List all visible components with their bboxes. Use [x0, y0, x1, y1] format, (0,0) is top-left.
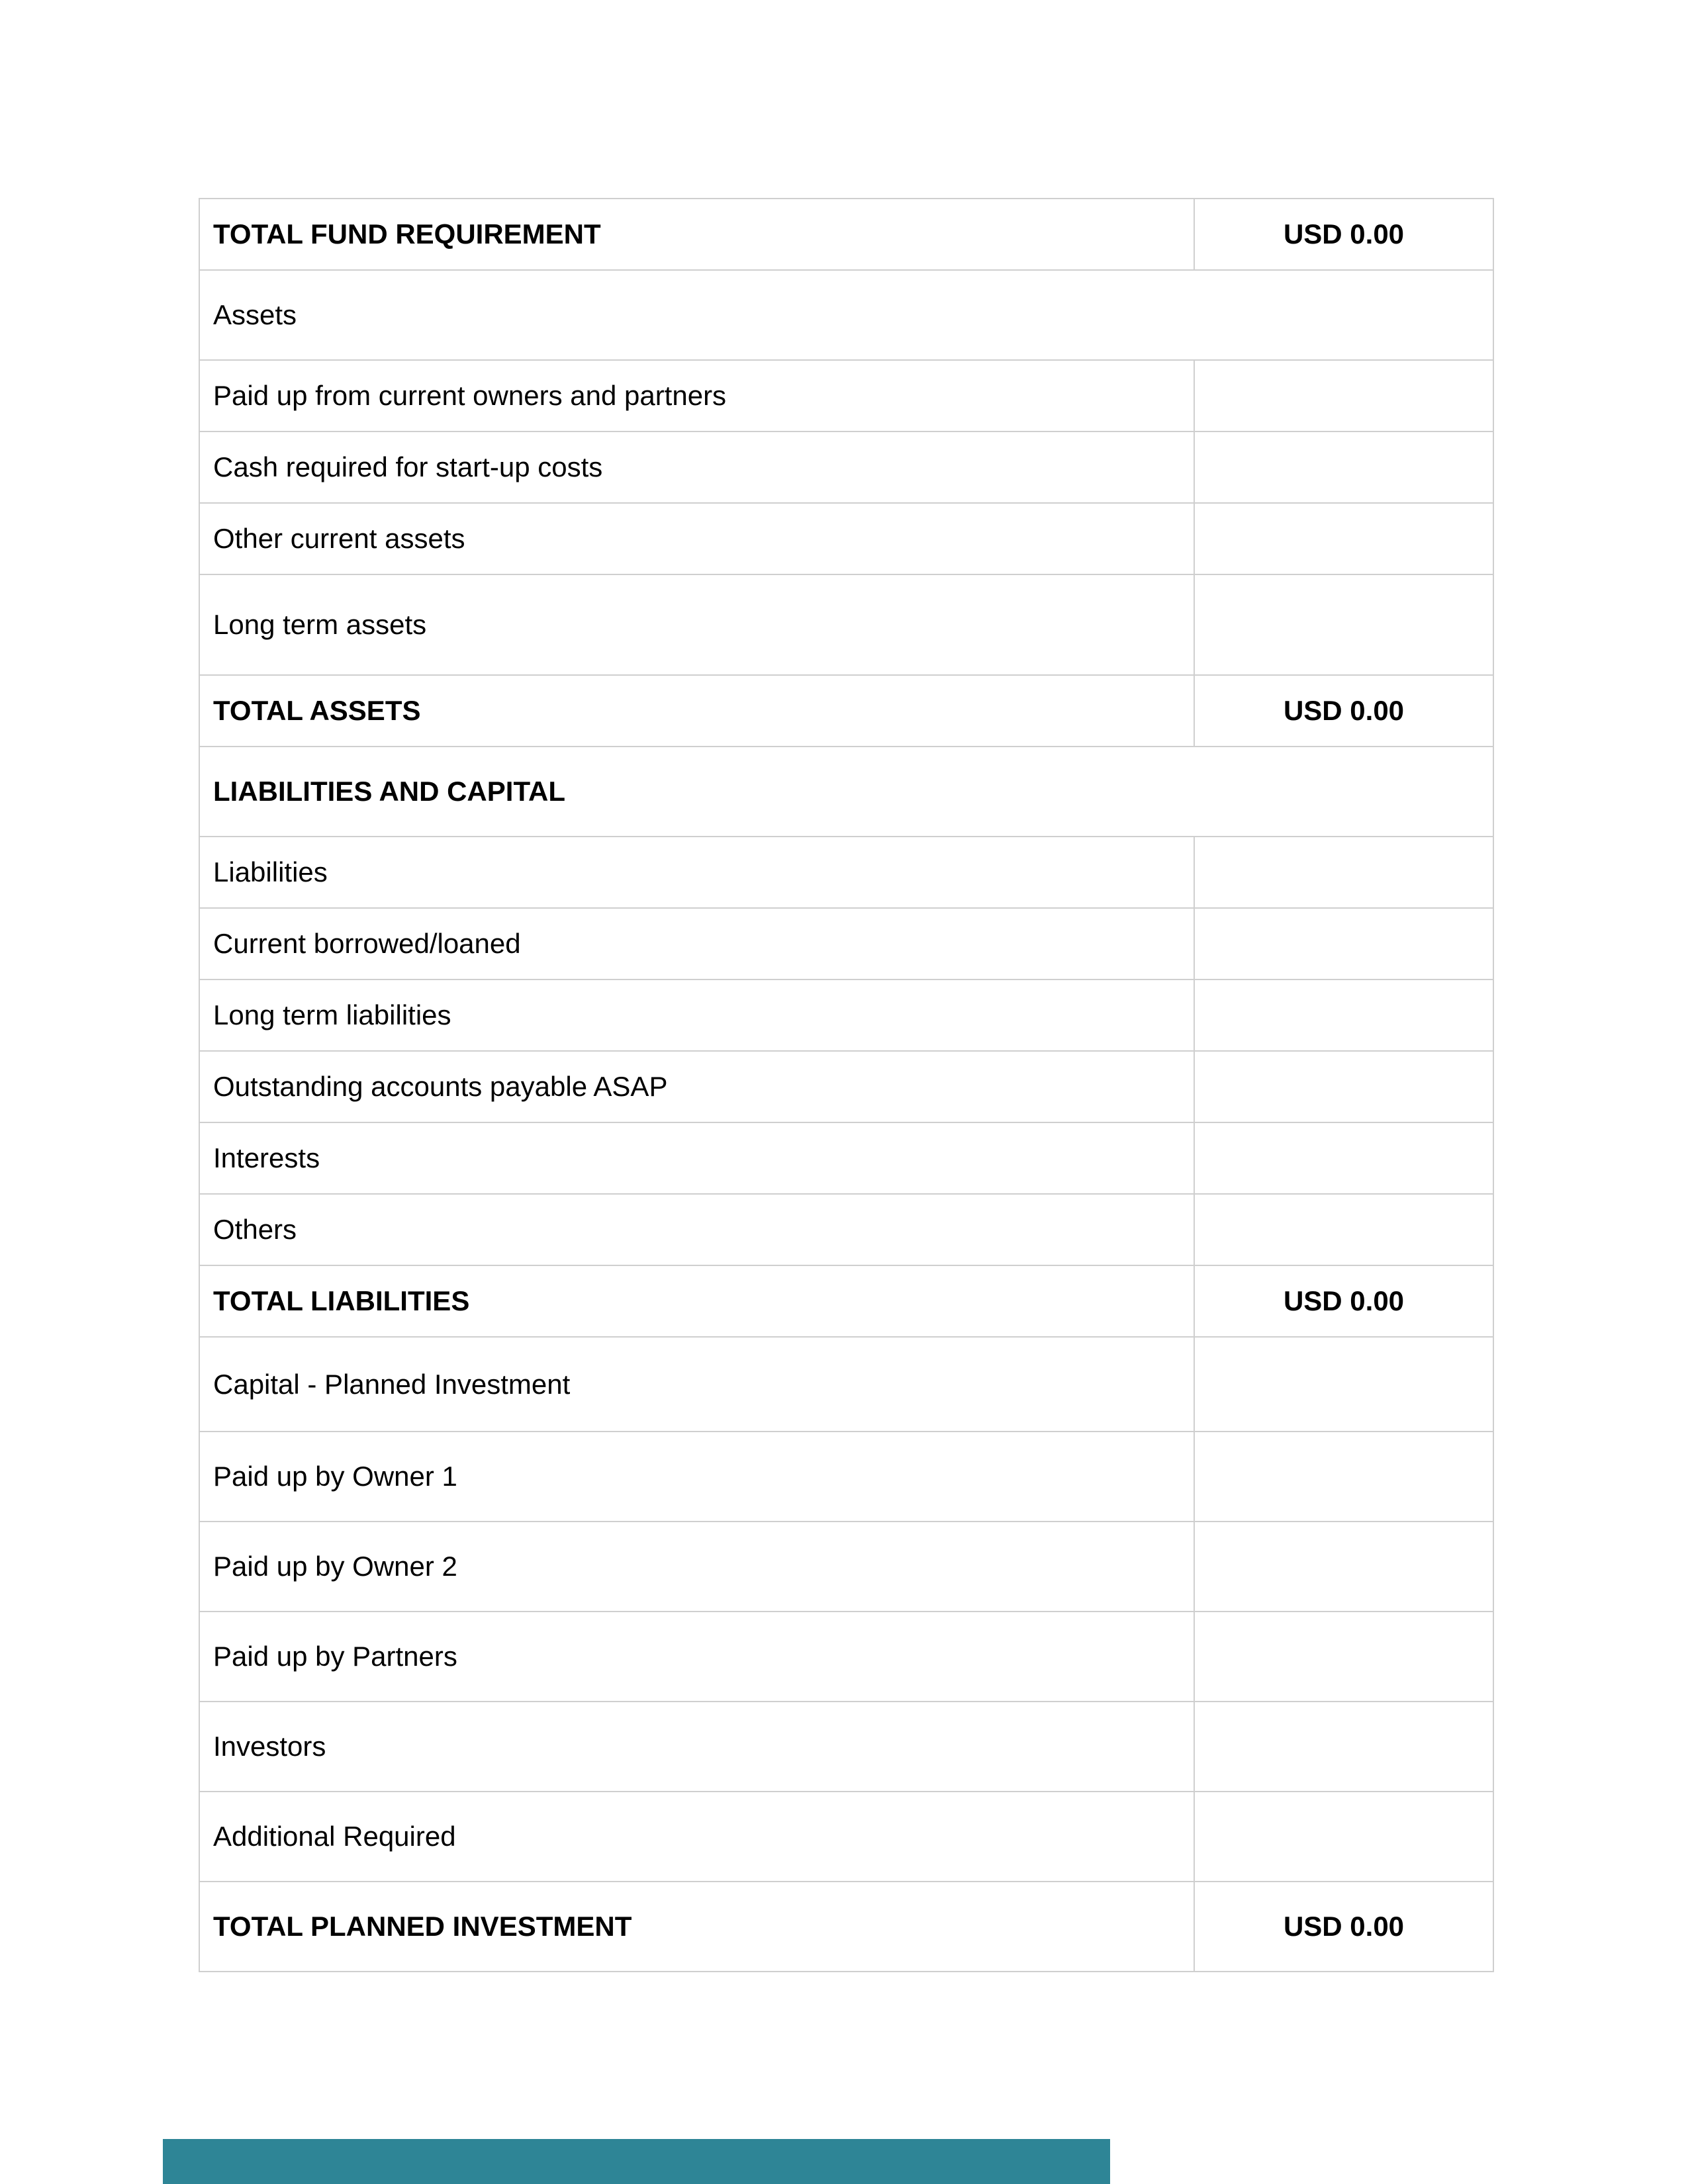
row-value	[1194, 574, 1493, 675]
row-value: USD 0.00	[1194, 1265, 1493, 1337]
row-value	[1194, 1194, 1493, 1265]
row-value	[1194, 360, 1493, 432]
row-label: Other current assets	[199, 503, 1194, 574]
row-label: Capital - Planned Investment	[199, 1337, 1194, 1432]
row-value	[1194, 1522, 1493, 1612]
table-row	[199, 837, 1493, 908]
row-value	[1194, 1337, 1493, 1432]
row-label: TOTAL FUND REQUIREMENT	[199, 199, 1194, 270]
table-row-total-assets	[199, 675, 1493, 747]
row-label: Liabilities	[199, 837, 1194, 908]
table-row	[199, 979, 1493, 1051]
row-label: Investors	[199, 1702, 1194, 1792]
table-row	[199, 432, 1493, 503]
row-label: Paid up by Partners	[199, 1612, 1194, 1702]
row-label: Additional Required	[199, 1792, 1194, 1882]
table-row	[199, 1522, 1493, 1612]
row-label: Cash required for start-up costs	[199, 432, 1194, 503]
table-row	[199, 1337, 1493, 1432]
row-label: Paid up from current owners and partners	[199, 360, 1194, 432]
row-value: USD 0.00	[1194, 675, 1493, 747]
row-value	[1194, 837, 1493, 908]
row-value	[1194, 908, 1493, 979]
row-label: Interests	[199, 1122, 1194, 1194]
table-row	[199, 360, 1493, 432]
row-label: Long term liabilities	[199, 979, 1194, 1051]
table-row-total-planned-investment	[199, 1882, 1493, 1972]
row-label: TOTAL ASSETS	[199, 675, 1194, 747]
row-label: Current borrowed/loaned	[199, 908, 1194, 979]
table-row	[199, 1702, 1493, 1792]
table-row	[199, 1792, 1493, 1882]
row-value: USD 0.00	[1194, 1882, 1493, 1972]
table-row	[199, 908, 1493, 979]
table-row	[199, 1432, 1493, 1522]
row-value	[1194, 1792, 1493, 1882]
table-row	[199, 1122, 1493, 1194]
row-value	[1194, 503, 1493, 574]
table-row-total-liabilities	[199, 1265, 1493, 1337]
row-value	[1194, 1051, 1493, 1122]
row-label: Paid up by Owner 2	[199, 1522, 1194, 1612]
section-label: Assets	[199, 270, 1493, 360]
row-label: TOTAL LIABILITIES	[199, 1265, 1194, 1337]
table-row	[199, 574, 1493, 675]
row-value	[1194, 1122, 1493, 1194]
table-row	[199, 1612, 1493, 1702]
row-label: Outstanding accounts payable ASAP	[199, 1051, 1194, 1122]
table-row	[199, 1051, 1493, 1122]
row-value	[1194, 432, 1493, 503]
row-value: USD 0.00	[1194, 199, 1493, 270]
table-row-total-fund-requirement	[199, 199, 1493, 270]
row-value	[1194, 979, 1493, 1051]
section-label: LIABILITIES AND CAPITAL	[199, 747, 1493, 837]
footer-accent-bar	[163, 2139, 1110, 2184]
table-row	[199, 1194, 1493, 1265]
row-value	[1194, 1612, 1493, 1702]
row-label: Long term assets	[199, 574, 1194, 675]
table-row-liabilities-and-capital-header	[199, 747, 1493, 837]
table-row-assets-header	[199, 270, 1493, 360]
row-label: TOTAL PLANNED INVESTMENT	[199, 1882, 1194, 1972]
row-value	[1194, 1702, 1493, 1792]
row-label: Others	[199, 1194, 1194, 1265]
fund-requirement-table	[199, 198, 1494, 1972]
table-row	[199, 503, 1493, 574]
row-label: Paid up by Owner 1	[199, 1432, 1194, 1522]
row-value	[1194, 1432, 1493, 1522]
